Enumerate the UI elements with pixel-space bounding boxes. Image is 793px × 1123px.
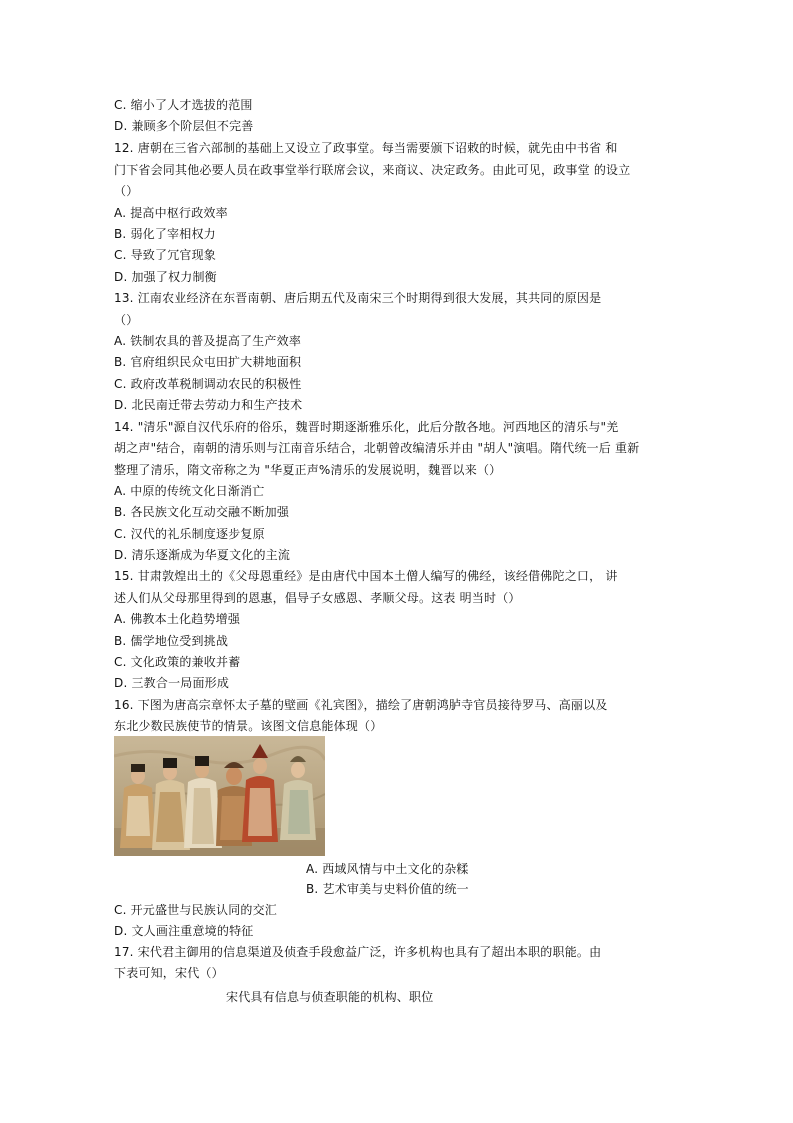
q16-option-c: C. 开元盛世与民族认同的交汇	[114, 903, 278, 917]
q12-stem-line-2: 门下省会同其他必要人员在政事堂举行联席会议，来商议、决定政务。由此可见，政事堂 的设立	[114, 163, 631, 177]
q13-stem-line-2: （）	[114, 313, 139, 327]
q14-option-c: C. 汉代的礼乐制度逐步复原	[114, 527, 265, 541]
q14-option-a: A. 中原的传统文化日渐消亡	[114, 484, 265, 498]
q15-stem-line-2: 述人们从父母那里得到的恩惠，倡导子女感恩、孝顺父母。这表 明当时（）	[114, 591, 521, 605]
q16-option-b: B. 艺术审美与史料价值的统一	[306, 882, 469, 896]
q13-option-c: C. 政府改革税制调动农民的积极性	[114, 377, 302, 391]
q15-stem-line-1: 15. 甘肃敦煌出土的《父母恩重经》是由唐代中国本土僧人编写的佛经，该经借佛陀之口， 讲	[114, 569, 618, 583]
libin-tu-mural-image	[114, 736, 325, 856]
q14-stem-line-1: 14. "清乐"源自汉代乐府的俗乐，魏晋时期逐渐雅乐化，此后分散各地。河西地区的清乐与"羌	[114, 420, 619, 434]
q14-stem-line-2: 胡之声"结合，南朝的清乐则与江南音乐结合，北朝曾改编清乐并由 "胡人"演唱。隋代统一后 重新	[114, 441, 640, 455]
q12-option-d: D. 加强了权力制衡	[114, 270, 217, 284]
q11-option-d: D. 兼顾多个阶层但不完善	[114, 119, 254, 133]
q15-option-a: A. 佛教本土化趋势增强	[114, 612, 241, 626]
q14-stem-line-3: 整理了清乐，隋文帝称之为 "华夏正声%清乐的发展说明，魏晋以来（）	[114, 463, 502, 477]
q17-stem-line-1: 17. 宋代君主御用的信息渠道及侦查手段愈益广泛，许多机构也具有了超出本职的职能。由	[114, 945, 602, 959]
q11-option-c: C. 缩小了人才选拔的范围	[114, 98, 253, 112]
q16-option-d: D. 文人画注重意境的特征	[114, 924, 254, 938]
q12-option-b: B. 弱化了宰相权力	[114, 227, 216, 241]
q16-stem-line-1: 16. 下图为唐高宗章怀太子墓的壁画《礼宾图》，描绘了唐朝鸿胪寺官员接待罗马、高丽以及	[114, 698, 608, 712]
q12-stem-line-1: 12. 唐朝在三省六部制的基础上又设立了政事堂。每当需要颁下诏敕的时候，就先由中书省 和	[114, 141, 618, 155]
q15-option-d: D. 三教合一局面形成	[114, 676, 230, 690]
q13-option-a: A. 铁制农具的普及提高了生产效率	[114, 334, 302, 348]
q17-stem-line-2: 下表可知，宋代（）	[114, 966, 224, 980]
q16-stem-line-2: 东北少数民族使节的情景。该图文信息能体现（）	[114, 719, 383, 733]
q13-option-d: D. 北民南迁带去劳动力和生产技术	[114, 398, 303, 412]
q15-option-b: B. 儒学地位受到挑战	[114, 634, 229, 648]
q14-option-d: D. 清乐逐渐成为华夏文化的主流	[114, 548, 291, 562]
q13-stem-line-1: 13. 江南农业经济在东晋南朝、唐后期五代及南宋三个时期得到很大发展，其共同的原因是	[114, 291, 602, 305]
q12-option-c: C. 导致了冗官现象	[114, 248, 217, 262]
q14-option-b: B. 各民族文化互动交融不断加强	[114, 505, 290, 519]
q17-table-caption: 宋代具有信息与侦查职能的机构、职位	[226, 990, 434, 1004]
q12-stem-line-3: （）	[114, 184, 139, 198]
q12-option-a: A. 提高中枢行政效率	[114, 206, 228, 220]
mural-illustration	[114, 736, 325, 856]
q16-option-a: A. 西域风情与中土文化的杂糅	[306, 862, 469, 876]
q15-option-c: C. 文化政策的兼收并蓄	[114, 655, 241, 669]
q13-option-b: B. 官府组织民众屯田扩大耕地面积	[114, 355, 302, 369]
